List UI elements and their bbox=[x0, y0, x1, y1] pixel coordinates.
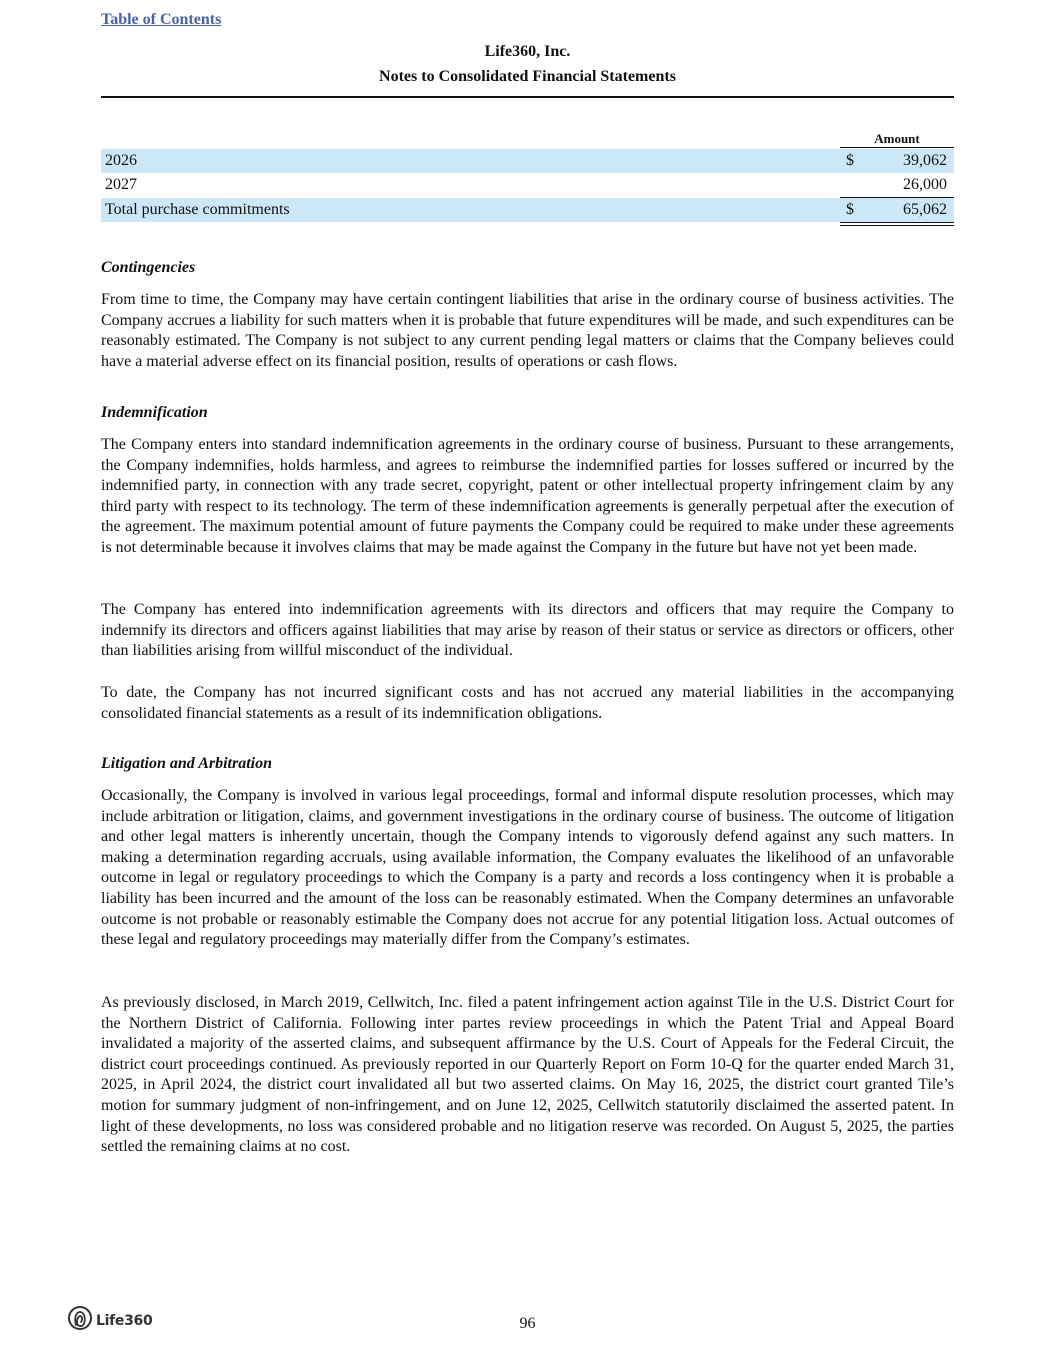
row-amount: 26,000 bbox=[903, 176, 947, 193]
paragraph: The Company enters into standard indemnification agreements in the ordinary course of business. Pursuant to these arrangements, the Company indemnifies, holds harmless, and agrees to reimburse the indemnified parties for losses suffered or incurred by the indemnified party, in connection with any trade secret, copyright, patent or other intellectual property infringement claim by any third party with respect to its technology. The term of these indemnification agreements is generally perpetual after the execution of the agreement. The maximum potential amount of future payments the Company could be required to make under these agreements is not determinable because it involves claims that may be made against the Company in the future but have not yet been made. bbox=[101, 436, 954, 556]
paragraph: As previously disclosed, in March 2019, Cellwitch, Inc. filed a patent infringement action against Tile in the U.S. District Court for the Northern District of California. Following inter partes review proceedings in which the Patent Trial and Appeal Board invalidated a majority of the asserted claims, and subsequent affirmance by the U.S. Court of Appeals for the Federal Circuit, the district court proceedings continued. As previously reported in our Quarterly Report on Form 10-Q for the quarter ended March 31, 2025, in April 2024, the district court invalidated all but two asserted claims. On May 16, 2025, the district court granted Tile’s motion for summary judgment of non-infringement, and on June 12, 2025, Cellwitch statutorily disclaimed the asserted patent. In light of these developments, no loss was considered probable and no litigation reserve was recorded. On August 5, 2025, the parties settled the remaining claims at no cost. bbox=[101, 994, 954, 1156]
column-header-rule bbox=[840, 147, 954, 148]
column-header-amount: Amount bbox=[874, 131, 920, 146]
table-of-contents-link[interactable]: Table of Contents bbox=[101, 11, 222, 28]
currency-symbol: $ bbox=[846, 152, 854, 169]
paragraph: The Company has entered into indemnification agreements with its directors and officers that may require the Company to indemnify its directors and officers against liabilities that may arise by reason of their status or service as directors or officers, other than liabilities arising from willful misconduct of the individual. bbox=[101, 601, 954, 660]
total-double-rule bbox=[840, 225, 954, 226]
header-divider bbox=[101, 96, 954, 98]
row-amount: 39,062 bbox=[903, 152, 947, 169]
paragraph: To date, the Company has not incurred significant costs and has not accrued any material liabilities in the accompanying consolidated financial statements as a result of its indemnification obligations. bbox=[101, 684, 954, 722]
total-top-rule bbox=[840, 197, 954, 198]
table-row-total bbox=[101, 198, 954, 222]
currency-symbol: $ bbox=[846, 201, 854, 218]
logo-wordmark: Life360 bbox=[96, 1312, 153, 1329]
section-heading-indemnification: Indemnification bbox=[101, 404, 208, 421]
row-label: 2027 bbox=[105, 176, 137, 193]
total-double-rule bbox=[840, 222, 954, 223]
row-label: Total purchase commitments bbox=[105, 201, 290, 218]
page-title: Notes to Consolidated Financial Statements bbox=[379, 68, 676, 85]
paragraph: From time to time, the Company may have certain contingent liabilities that arise in the ordinary course of business activities. The Company accrues a liability for such matters when it is probable that future expenditures will be made, and such expenditures can be reasonably estimated. The Company is not subject to any current pending legal matters or claims that the Company believes could have a material adverse effect on its financial position, results of operations or cash flows. bbox=[101, 291, 954, 370]
page-number: 96 bbox=[519, 1315, 536, 1332]
paragraph: Occasionally, the Company is involved in various legal proceedings, formal and informal dispute resolution processes, which may include arbitration or litigation, claims, and government investigations in the ordinary course of business. The outcome of litigation and other legal matters is inherently uncertain, though the Company intends to vigorously defend against any such matters. In making a determination regarding accruals, using available information, the Company evaluates the likelihood of an unfavorable outcome in legal or regulatory proceedings to which the Company is a party and records a loss contingency when it is probable a liability has been incurred and the amount of the loss can be reasonably estimated. When the Company determines an unfavorable outcome is not probable or reasonably estimable the Company does not accrue for any potential litigation loss. Actual outcomes of these legal and regulatory proceedings may materially differ from the Company’s estimates. bbox=[101, 787, 954, 949]
section-heading-litigation: Litigation and Arbitration bbox=[101, 755, 273, 772]
company-name: Life360, Inc. bbox=[484, 43, 571, 60]
table-row bbox=[101, 149, 954, 173]
table-row bbox=[101, 173, 954, 197]
row-amount: 65,062 bbox=[903, 201, 947, 218]
section-heading-contingencies: Contingencies bbox=[101, 259, 196, 276]
row-label: 2026 bbox=[105, 152, 137, 169]
